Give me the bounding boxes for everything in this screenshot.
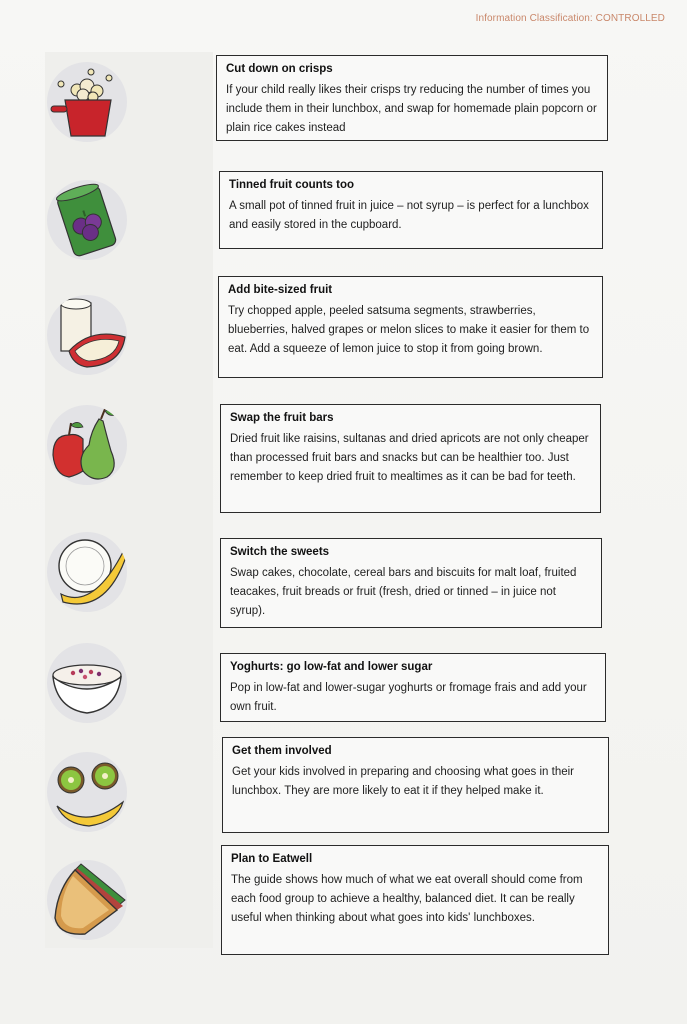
tip-card bbox=[218, 276, 603, 378]
yoghurt-bowl-icon bbox=[47, 643, 127, 723]
tip-title: Yoghurts: go low-fat and lower sugar bbox=[230, 661, 433, 673]
tip-title: Swap the fruit bars bbox=[230, 412, 334, 424]
tinned-fruit-icon bbox=[47, 180, 127, 260]
tip-title: Cut down on crisps bbox=[226, 63, 333, 75]
tip-card bbox=[220, 653, 606, 722]
tip-title: Tinned fruit counts too bbox=[229, 179, 354, 191]
banana-plate-icon bbox=[47, 532, 127, 612]
tip-body: If your child really likes their crisps try reducing the number of times you include them in their lunchbox, and swap for homemade plain popcorn or plain rice cakes instead bbox=[226, 84, 597, 134]
tip-body: The guide shows how much of what we eat overall should come from each food group to achieve a healthy, balanced diet. It can be really useful when thinking about what goes into kids' lunchboxes. bbox=[231, 874, 583, 924]
tip-card bbox=[219, 171, 603, 249]
tip-title: Plan to Eatwell bbox=[231, 853, 313, 865]
tip-card bbox=[220, 404, 601, 513]
tip-title: Add bite-sized fruit bbox=[228, 284, 333, 296]
tip-card bbox=[220, 538, 602, 628]
sliced-fruit-icon bbox=[47, 295, 127, 375]
fruit-face-icon bbox=[47, 752, 127, 832]
tip-card bbox=[221, 845, 609, 955]
tip-body: Dried fruit like raisins, sultanas and dried apricots are not only cheaper than processed fruit bars and snacks but can be healthier too. Just remember to keep dried fruit to mealtimes as it can be bad for teeth. bbox=[230, 433, 589, 483]
tip-body: Try chopped apple, peeled satsuma segments, strawberries, blueberries, halved grapes or melon slices to make it easier for them to eat. Add a squeeze of lemon juice to stop it from going brown. bbox=[228, 305, 590, 355]
sandwich-icon bbox=[47, 860, 127, 940]
tip-body: Swap cakes, chocolate, cereal bars and biscuits for malt loaf, fruited teacakes, fruit breads or fruit (fresh, dried or tinned – in juice not syrup). bbox=[230, 567, 577, 617]
tip-card bbox=[222, 737, 609, 833]
classification-label: Information Classification: CONTROLLED bbox=[475, 13, 665, 24]
tip-body: Pop in low-fat and lower-sugar yoghurts or fromage frais and add your own fruit. bbox=[230, 682, 587, 713]
tip-card bbox=[216, 55, 608, 141]
tip-title: Get them involved bbox=[232, 745, 332, 757]
apple-pear-icon bbox=[47, 405, 127, 485]
tip-body: Get your kids involved in preparing and choosing what goes in their lunchbox. They are more likely to eat it if they helped make it. bbox=[232, 766, 575, 797]
tip-body: A small pot of tinned fruit in juice – not syrup – is perfect for a lunchbox and easily stored in the cupboard. bbox=[229, 200, 589, 231]
popcorn-icon bbox=[47, 62, 127, 142]
tip-title: Switch the sweets bbox=[230, 546, 330, 558]
